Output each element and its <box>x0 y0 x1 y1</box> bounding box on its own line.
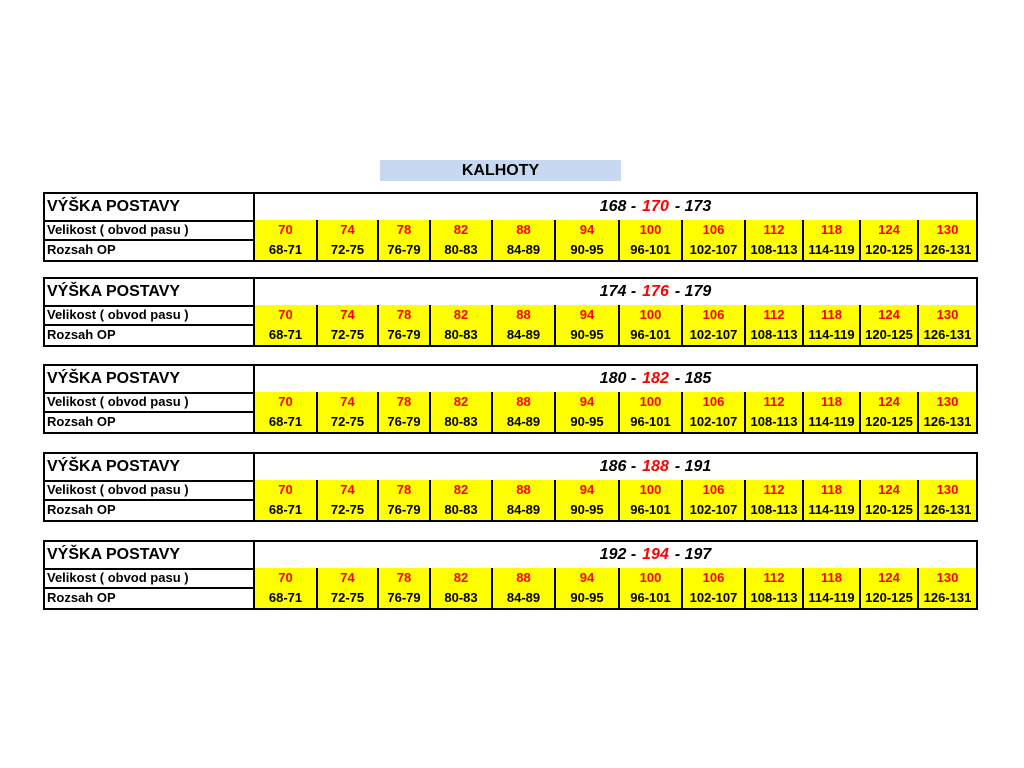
range-row <box>45 324 976 345</box>
size-cell: 100 <box>620 480 683 499</box>
size-cell: 88 <box>493 568 556 587</box>
range-cell: 108-113 <box>746 411 804 432</box>
size-cell: 78 <box>379 480 431 499</box>
range-cell: 114-119 <box>804 499 861 520</box>
size-cell: 112 <box>746 392 804 411</box>
height-label: VÝŠKA POSTAVY <box>45 279 255 305</box>
range-cell: 76-79 <box>379 499 431 520</box>
size-label: Velikost ( obvod pasu ) <box>45 568 255 587</box>
size-cell: 70 <box>255 480 318 499</box>
size-cell: 94 <box>556 305 620 324</box>
range-cell: 114-119 <box>804 239 861 260</box>
range-cell: 84-89 <box>493 587 556 608</box>
range-cell: 108-113 <box>746 324 804 345</box>
range-cell: 72-75 <box>318 499 379 520</box>
range-cell: 76-79 <box>379 239 431 260</box>
size-cell: 118 <box>804 220 861 239</box>
size-cell: 100 <box>620 568 683 587</box>
size-cell: 70 <box>255 568 318 587</box>
range-label: Rozsah OP <box>45 239 255 260</box>
height-label: VÝŠKA POSTAVY <box>45 194 255 220</box>
range-cell: 68-71 <box>255 411 318 432</box>
range-cell: 68-71 <box>255 239 318 260</box>
range-cell: 96-101 <box>620 239 683 260</box>
height-high: - 185 <box>674 370 712 387</box>
size-cell: 100 <box>620 392 683 411</box>
size-row <box>45 220 976 241</box>
range-cell: 68-71 <box>255 499 318 520</box>
size-cell: 100 <box>620 220 683 239</box>
range-cell: 126-131 <box>919 239 976 260</box>
range-cell: 80-83 <box>431 411 493 432</box>
size-cell: 106 <box>683 305 746 324</box>
size-cell: 118 <box>804 480 861 499</box>
height-row <box>45 542 976 570</box>
range-cell: 84-89 <box>493 411 556 432</box>
height-range <box>255 194 976 220</box>
range-cell: 80-83 <box>431 239 493 260</box>
size-cell: 118 <box>804 392 861 411</box>
range-cell: 80-83 <box>431 324 493 345</box>
range-label: Rozsah OP <box>45 499 255 520</box>
size-table <box>43 364 978 434</box>
range-cell: 76-79 <box>379 587 431 608</box>
size-cell: 94 <box>556 220 620 239</box>
size-cell: 94 <box>556 480 620 499</box>
range-cell: 108-113 <box>746 499 804 520</box>
size-row <box>45 568 976 589</box>
range-cell: 76-79 <box>379 324 431 345</box>
page-title: KALHOTY <box>380 160 621 181</box>
size-cell: 74 <box>318 220 379 239</box>
size-table <box>43 540 978 610</box>
range-cell: 102-107 <box>683 587 746 608</box>
range-cell: 126-131 <box>919 587 976 608</box>
range-cell: 102-107 <box>683 239 746 260</box>
size-label: Velikost ( obvod pasu ) <box>45 305 255 324</box>
size-cell: 88 <box>493 480 556 499</box>
height-high: - 173 <box>674 198 712 215</box>
height-mid: 188 <box>642 458 669 475</box>
height-row <box>45 194 976 222</box>
size-cell: 74 <box>318 480 379 499</box>
size-row <box>45 392 976 413</box>
size-cell: 78 <box>379 220 431 239</box>
range-cell: 114-119 <box>804 411 861 432</box>
size-cell: 118 <box>804 568 861 587</box>
height-low: 180 - <box>599 370 637 387</box>
height-high: - 197 <box>674 546 712 563</box>
range-cell: 72-75 <box>318 587 379 608</box>
range-row <box>45 239 976 260</box>
range-cell: 102-107 <box>683 499 746 520</box>
height-mid: 176 <box>642 283 669 300</box>
size-cell: 112 <box>746 568 804 587</box>
range-cell: 120-125 <box>861 499 919 520</box>
range-cell: 76-79 <box>379 411 431 432</box>
range-cell: 120-125 <box>861 411 919 432</box>
height-low: 168 - <box>599 198 637 215</box>
range-cell: 72-75 <box>318 324 379 345</box>
size-cell: 78 <box>379 392 431 411</box>
height-range <box>255 279 976 305</box>
size-cell: 70 <box>255 305 318 324</box>
size-cell: 130 <box>919 480 976 499</box>
size-cell: 82 <box>431 220 493 239</box>
range-cell: 96-101 <box>620 411 683 432</box>
range-cell: 108-113 <box>746 239 804 260</box>
range-cell: 80-83 <box>431 499 493 520</box>
size-table <box>43 192 978 262</box>
size-cell: 112 <box>746 305 804 324</box>
range-label: Rozsah OP <box>45 324 255 345</box>
range-cell: 120-125 <box>861 587 919 608</box>
range-cell: 114-119 <box>804 324 861 345</box>
size-cell: 124 <box>861 392 919 411</box>
height-mid: 170 <box>642 198 669 215</box>
range-cell: 90-95 <box>556 324 620 345</box>
range-cell: 80-83 <box>431 587 493 608</box>
size-cell: 106 <box>683 392 746 411</box>
size-cell: 106 <box>683 220 746 239</box>
size-label: Velikost ( obvod pasu ) <box>45 480 255 499</box>
range-cell: 96-101 <box>620 499 683 520</box>
height-range <box>255 366 976 392</box>
size-cell: 94 <box>556 392 620 411</box>
range-cell: 84-89 <box>493 239 556 260</box>
height-mid: 194 <box>642 546 669 563</box>
size-cell: 130 <box>919 305 976 324</box>
size-row <box>45 305 976 326</box>
range-cell: 90-95 <box>556 587 620 608</box>
size-cell: 106 <box>683 480 746 499</box>
size-cell: 70 <box>255 392 318 411</box>
size-cell: 70 <box>255 220 318 239</box>
range-cell: 96-101 <box>620 587 683 608</box>
size-cell: 74 <box>318 392 379 411</box>
size-cell: 94 <box>556 568 620 587</box>
size-cell: 78 <box>379 305 431 324</box>
size-table <box>43 277 978 347</box>
range-row <box>45 411 976 432</box>
range-cell: 126-131 <box>919 499 976 520</box>
size-cell: 88 <box>493 220 556 239</box>
size-cell: 88 <box>493 392 556 411</box>
size-label: Velikost ( obvod pasu ) <box>45 220 255 239</box>
size-cell: 124 <box>861 305 919 324</box>
size-cell: 106 <box>683 568 746 587</box>
size-cell: 82 <box>431 480 493 499</box>
size-cell: 74 <box>318 305 379 324</box>
range-cell: 90-95 <box>556 239 620 260</box>
height-low: 192 - <box>599 546 637 563</box>
height-low: 186 - <box>599 458 637 475</box>
size-cell: 124 <box>861 480 919 499</box>
size-cell: 100 <box>620 305 683 324</box>
size-cell: 124 <box>861 568 919 587</box>
height-high: - 179 <box>674 283 712 300</box>
height-range <box>255 454 976 480</box>
size-cell: 74 <box>318 568 379 587</box>
height-row <box>45 279 976 307</box>
range-cell: 108-113 <box>746 587 804 608</box>
range-row <box>45 499 976 520</box>
height-row <box>45 366 976 394</box>
size-cell: 82 <box>431 392 493 411</box>
size-cell: 78 <box>379 568 431 587</box>
height-row <box>45 454 976 482</box>
range-cell: 120-125 <box>861 239 919 260</box>
range-cell: 84-89 <box>493 324 556 345</box>
range-cell: 90-95 <box>556 411 620 432</box>
range-cell: 102-107 <box>683 411 746 432</box>
size-table <box>43 452 978 522</box>
size-cell: 82 <box>431 305 493 324</box>
range-label: Rozsah OP <box>45 411 255 432</box>
range-cell: 72-75 <box>318 411 379 432</box>
size-label: Velikost ( obvod pasu ) <box>45 392 255 411</box>
size-cell: 124 <box>861 220 919 239</box>
size-cell: 82 <box>431 568 493 587</box>
height-label: VÝŠKA POSTAVY <box>45 542 255 568</box>
height-range <box>255 542 976 568</box>
height-label: VÝŠKA POSTAVY <box>45 454 255 480</box>
height-mid: 182 <box>642 370 669 387</box>
range-cell: 90-95 <box>556 499 620 520</box>
range-cell: 126-131 <box>919 411 976 432</box>
height-label: VÝŠKA POSTAVY <box>45 366 255 392</box>
range-cell: 84-89 <box>493 499 556 520</box>
range-cell: 102-107 <box>683 324 746 345</box>
height-low: 174 - <box>599 283 637 300</box>
range-cell: 72-75 <box>318 239 379 260</box>
range-label: Rozsah OP <box>45 587 255 608</box>
size-cell: 130 <box>919 220 976 239</box>
size-cell: 118 <box>804 305 861 324</box>
size-cell: 88 <box>493 305 556 324</box>
size-cell: 112 <box>746 480 804 499</box>
range-cell: 126-131 <box>919 324 976 345</box>
range-row <box>45 587 976 608</box>
size-row <box>45 480 976 501</box>
size-cell: 130 <box>919 392 976 411</box>
size-cell: 112 <box>746 220 804 239</box>
range-cell: 68-71 <box>255 587 318 608</box>
range-cell: 114-119 <box>804 587 861 608</box>
range-cell: 96-101 <box>620 324 683 345</box>
height-high: - 191 <box>674 458 712 475</box>
range-cell: 68-71 <box>255 324 318 345</box>
range-cell: 120-125 <box>861 324 919 345</box>
size-cell: 130 <box>919 568 976 587</box>
